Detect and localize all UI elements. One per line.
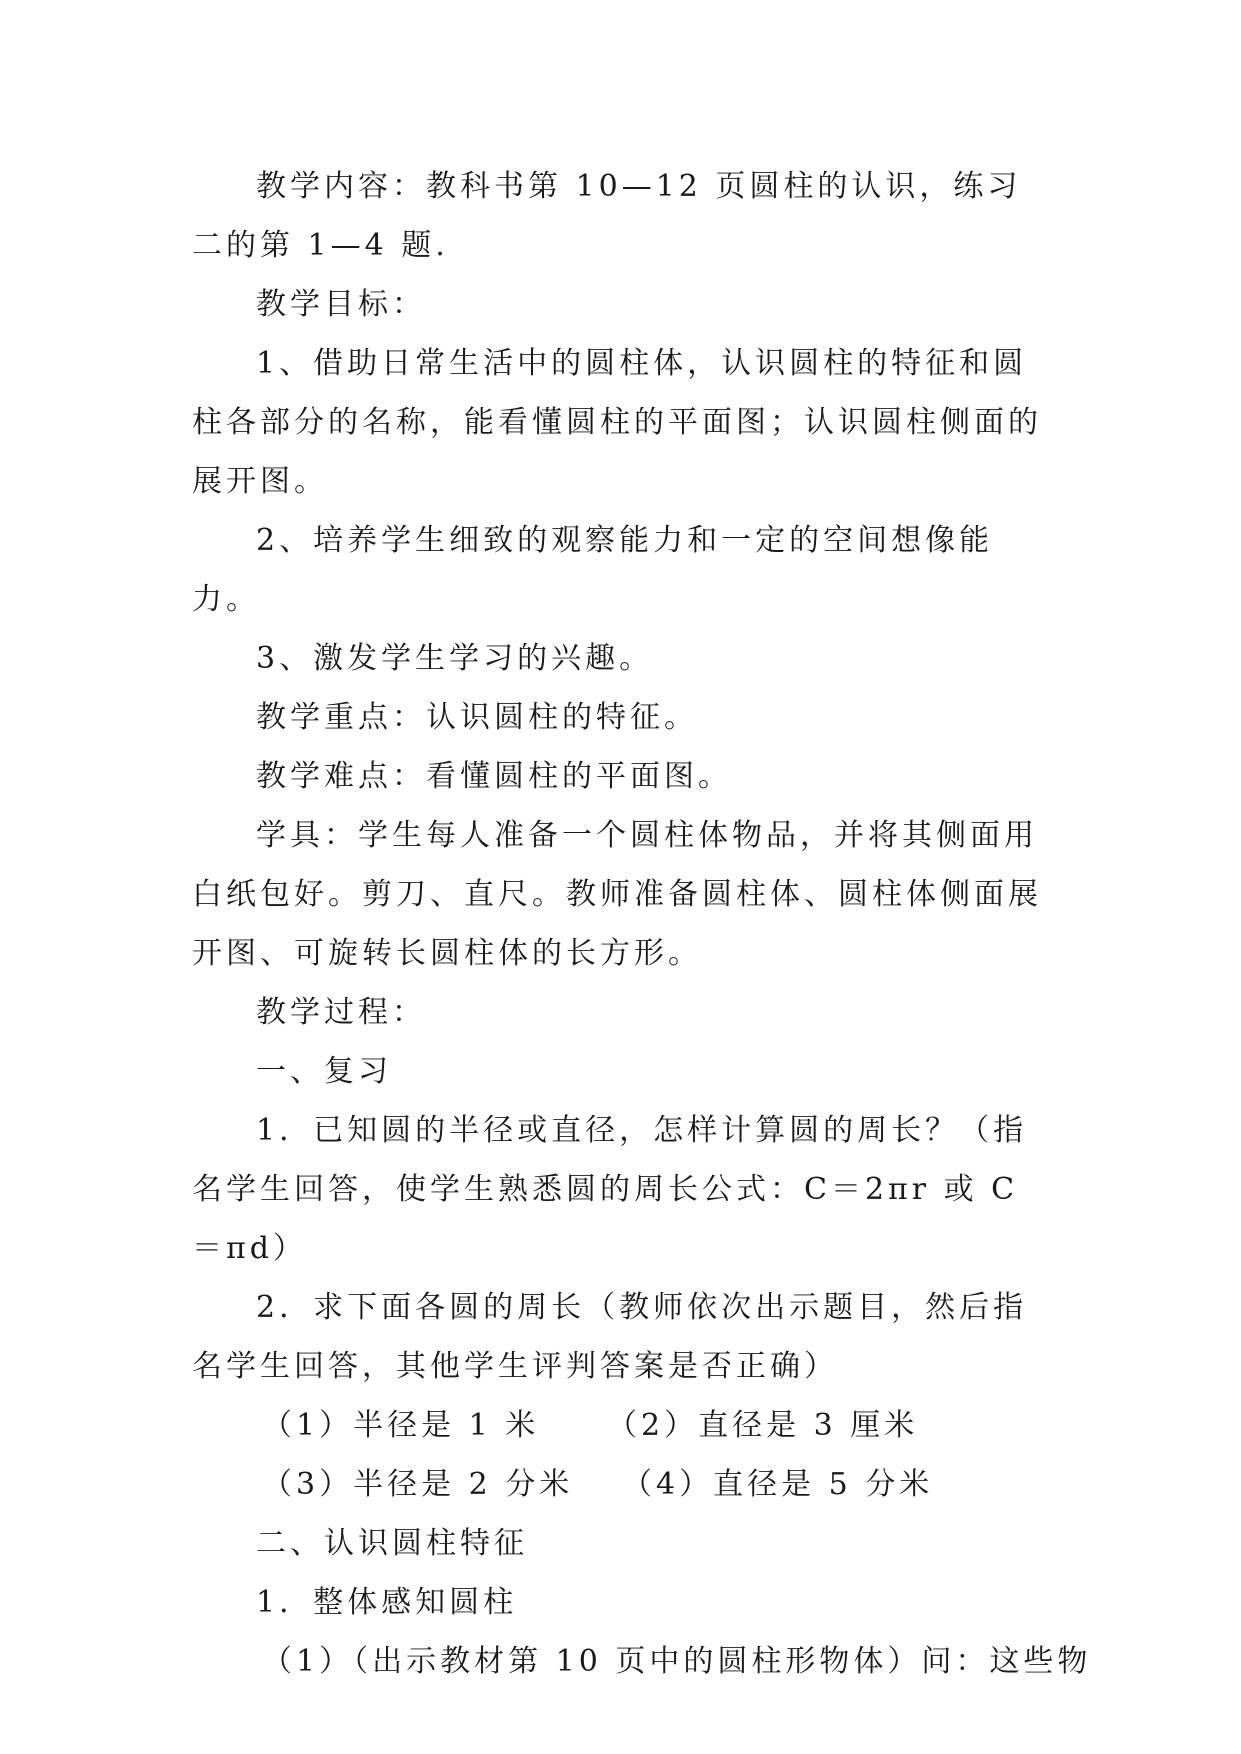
exercise-4: （4）直径是 5 分米 xyxy=(622,1467,934,1502)
goals-heading: 教学目标： xyxy=(256,287,426,322)
section-2-heading: 二、认识圆柱特征 xyxy=(256,1526,528,1561)
goal-2: 2、培养学生细致的观察能力和一定的空间想像能力。 xyxy=(192,523,994,617)
review-question-2: 2．求下面各圆的周长（教师依次出示题目，然后指名学生回答，其他学生评判答案是否正确） xyxy=(192,1290,1028,1384)
teaching-content: 教学内容：教科书第 10—12 页圆柱的认识，练习二的第 1—4 题. xyxy=(192,169,1022,263)
exercise-row-1 xyxy=(192,1396,1052,1455)
goal-1: 1、借助日常生活中的圆柱体，认识圆柱的特征和圆柱各部分的名称，能看懂圆柱的平面图；认识圆柱侧面的展开图。 xyxy=(192,346,1042,499)
exercise-row-2 xyxy=(192,1455,1052,1514)
document-body xyxy=(192,157,1092,1691)
perceive-heading: 1．整体感知圆柱 xyxy=(256,1585,518,1620)
key-point: 教学重点：认识圆柱的特征。 xyxy=(256,700,698,735)
exercise-3: （3）半径是 2 分米 xyxy=(262,1467,574,1502)
perceive-item-1: （1）（出示教材第 10 页中的圆柱形物体）问：这些物 xyxy=(262,1644,1092,1679)
learning-tools: 学具：学生每人准备一个圆柱体物品，并将其侧面用白纸包好。剪刀、直尺。教师准备圆柱体、圆柱体侧面展开图、可旋转长圆柱体的长方形。 xyxy=(192,818,1042,971)
goal-3: 3、激发学生学习的兴趣。 xyxy=(256,641,654,676)
exercise-1: （1）半径是 1 米 xyxy=(262,1408,540,1443)
process-heading: 教学过程： xyxy=(256,995,426,1030)
review-question-1: 1．已知圆的半径或直径，怎样计算圆的周长？（指名学生回答，使学生熟悉圆的周长公式：C＝2πr 或 C＝πd） xyxy=(192,1113,1028,1266)
review-heading: 一、复习 xyxy=(256,1054,392,1089)
difficulty: 教学难点：看懂圆柱的平面图。 xyxy=(256,759,732,794)
exercise-2: （2）直径是 3 厘米 xyxy=(607,1408,919,1443)
